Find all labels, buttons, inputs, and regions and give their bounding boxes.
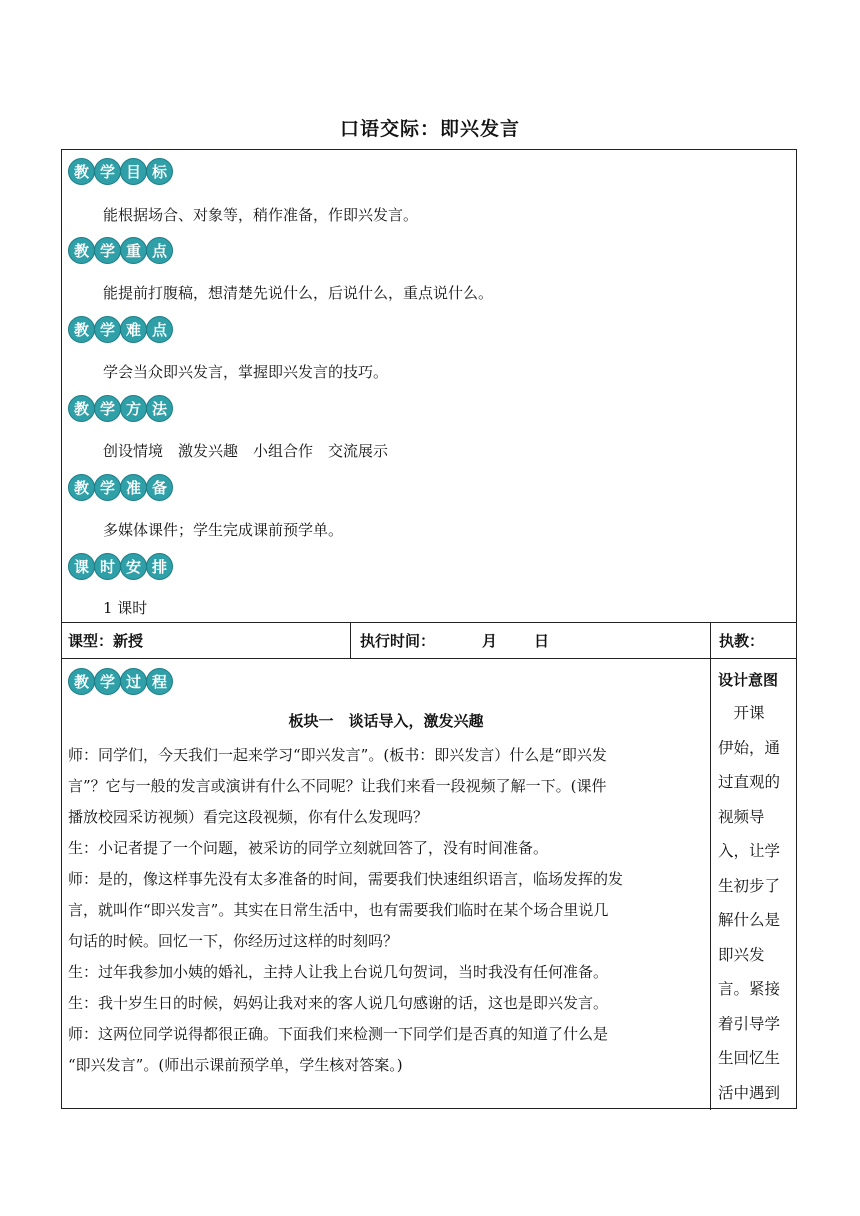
badge-teaching-goals: 教 学 目 标	[68, 158, 172, 185]
lesson-dialogue	[68, 740, 708, 1081]
teacher-label: 执教：	[719, 632, 765, 650]
exec-time-day: 日	[534, 632, 550, 650]
badge-methods: 教 学 方 法	[68, 395, 172, 422]
dialogue-line: 句话的时候。回忆一下，你经历过这样的时刻吗？	[68, 932, 399, 950]
design-intent-heading: 设计意图	[718, 671, 779, 689]
key-points-text: 能提前打腹稿，想清楚先说什么，后说什么，重点说什么。	[103, 284, 494, 302]
schedule-text: 1 课时	[103, 599, 148, 617]
divider	[350, 622, 351, 658]
page-title: 口语交际：即兴发言	[339, 118, 520, 140]
lesson-type: 课型：新授	[68, 632, 144, 650]
difficulties-text: 学会当众即兴发言，掌握即兴发言的技巧。	[103, 363, 389, 381]
dialogue-line: 师：同学们，今天我们一起来学习“即兴发言”。(板书：即兴发言）什么是“即兴发	[68, 746, 607, 764]
dialogue-line: 生：过年我参加小姨的婚礼，主持人让我上台说几句贺词，当时我没有任何准备。	[68, 963, 609, 981]
dialogue-line: 言，就叫作“即兴发言”。其实在日常生活中，也有需要我们临时在某个场合里说几	[68, 901, 609, 919]
dialogue-line: “即兴发言”。(师出示课前预学单，学生核对答案。)	[68, 1056, 403, 1074]
dialogue-line: 生：我十岁生日的时候，妈妈让我对来的客人说几句感谢的话，这也是即兴发言。	[68, 994, 609, 1012]
dialogue-line: 播放校园采访视频）看完这段视频，你有什么发现吗？	[68, 808, 429, 826]
dialogue-line: 言”？它与一般的发言或演讲有什么不同呢？让我们来看一段视频了解一下。(课件	[68, 777, 607, 795]
teaching-goals-text: 能根据场合、对象等，稍作准备，作即兴发言。	[103, 206, 419, 224]
badge-difficulties: 教 学 难 点	[68, 316, 172, 343]
dialogue-line: 生：小记者提了一个问题，被采访的同学立刻就回答了，没有时间准备。	[68, 839, 549, 857]
methods-text: 创设情境 激发兴趣 小组合作 交流展示	[103, 442, 389, 460]
badge-preparation: 教 学 准 备	[68, 474, 172, 501]
divider	[710, 622, 711, 1110]
divider	[62, 658, 796, 659]
badge-key-points: 教 学 重 点	[68, 237, 172, 264]
dialogue-line: 师：是的，像这样事先没有太多准备的时间，需要我们快速组织语言，临场发挥的发	[68, 870, 624, 888]
lesson-plan-table	[61, 149, 797, 1109]
exec-time-label: 执行时间：	[360, 632, 436, 650]
dialogue-line: 师：这两位同学说得都很正确。下面我们来检测一下同学们是否真的知道了什么是	[68, 1025, 609, 1043]
badge-schedule: 课 时 安 排	[68, 553, 172, 580]
exec-time-month: 月	[482, 632, 498, 650]
divider	[62, 622, 796, 623]
block-title: 板块一 谈话导入，激发兴趣	[288, 712, 484, 730]
preparation-text: 多媒体课件；学生完成课前预学单。	[103, 521, 344, 539]
badge-teaching-process: 教 学 过 程	[68, 668, 172, 695]
design-intent-text: 开课 伊始，通 过直观的 视频导 入，让学 生初步了 解什么是 即兴发 言。紧接 着引导学 生回忆生 活中遇到	[718, 704, 781, 1102]
